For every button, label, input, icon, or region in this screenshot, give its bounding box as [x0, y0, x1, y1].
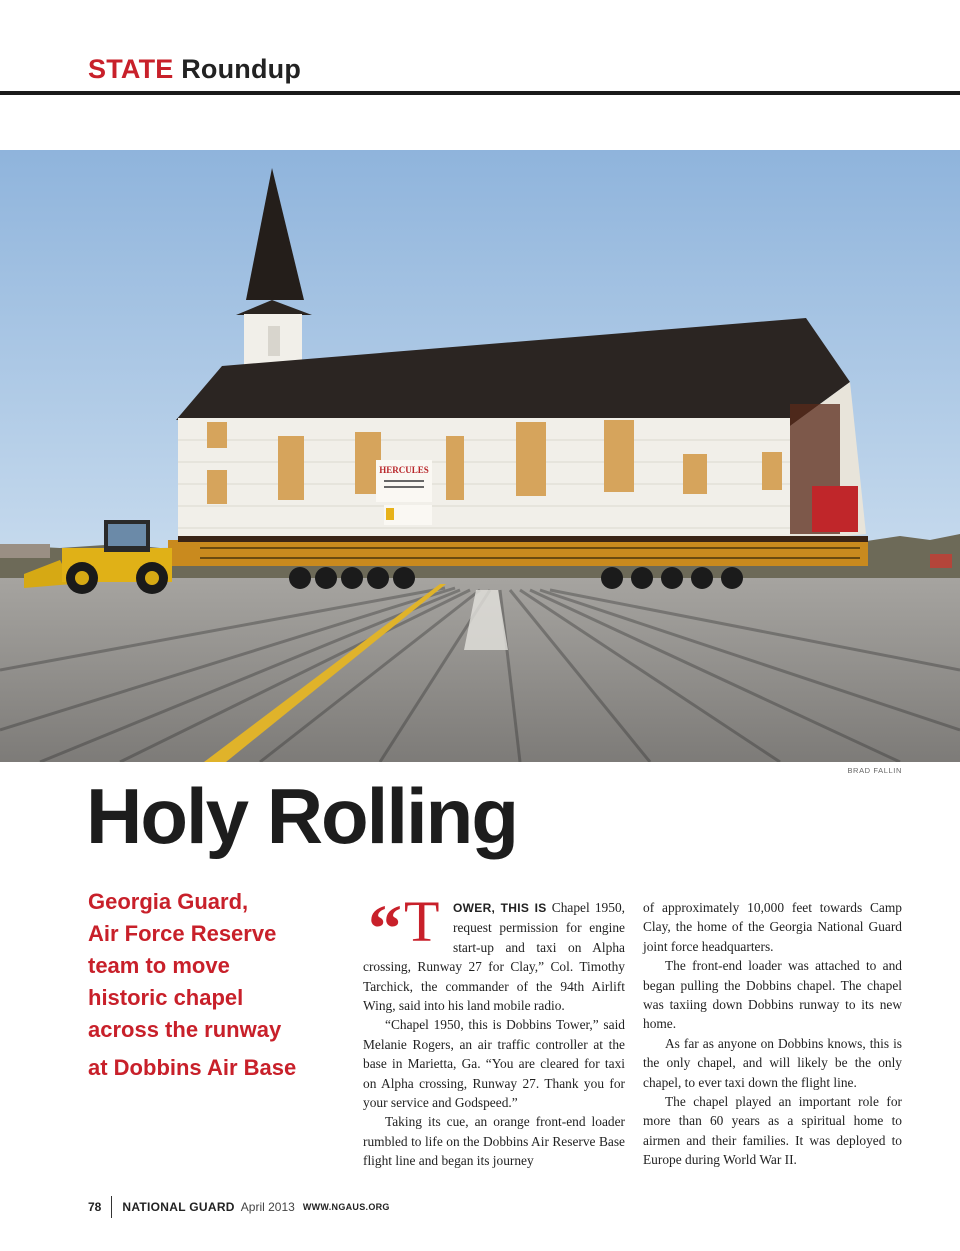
article-column-1: [363, 889, 625, 1171]
deck-line: at Dobbins Air Base: [88, 1055, 297, 1080]
deck-line: Georgia Guard,: [88, 889, 249, 914]
deck-line: historic chapel: [88, 985, 244, 1010]
deck-line: team to move: [88, 953, 230, 978]
lead-paragraph: [363, 889, 625, 1015]
body-paragraph: As far as anyone on Dobbins knows, this is the only chapel, and will likely be the only chapel, to ever taxi down the flight line.: [643, 1035, 902, 1090]
section-label-roundup: Roundup: [181, 54, 302, 84]
page-number: 78: [88, 1200, 102, 1214]
article-column-2: [643, 898, 902, 1170]
issue-date: April 2013: [240, 1200, 295, 1214]
body-paragraph: of approximately 10,000 feet towards Camp Clay, the home of the Georgia National Guard joint force headquarters.: [643, 900, 902, 954]
window-board: [207, 422, 227, 448]
chapel-photo: [0, 150, 960, 762]
lead-text: Chapel 1950, request permission for engine start-up and taxi on Alpha crossing, Runway 27 for Clay,” Col. Timothy Tarchick, the commander of the 94th Airlift Wing, said into his land mobile radio.: [363, 900, 625, 1014]
open-quote-mark: “: [368, 890, 402, 966]
hercules-sign-text: HERCULES: [379, 465, 429, 475]
magazine-name: NATIONAL GUARD: [122, 1200, 235, 1214]
article-title: Holy Rolling: [86, 772, 517, 860]
page-footer: [88, 1196, 390, 1218]
body-paragraph: “Chapel 1950, this is Dobbins Tower,” said Melanie Rogers, an air traffic controller at the base in Marietta, Ga. “You are cleared for taxi on Alpha crossing, Runway 27. Thank you for your service and Godspeed.”: [363, 1017, 625, 1111]
dropcap-block: [363, 889, 449, 966]
body-paragraph: The chapel played an important role for more than 60 years as a spiritual home to airmen and their families. It was deployed to Europe during World War II.: [643, 1094, 902, 1168]
header-rule: [0, 91, 960, 95]
lead-caps: OWER, THIS IS: [453, 901, 547, 915]
deck-line: across the runway: [88, 1017, 282, 1042]
dropcap-letter: T: [404, 889, 440, 954]
section-label-state: STATE: [88, 54, 174, 84]
article-deck: [88, 886, 348, 1084]
body-paragraph: Taking its cue, an orange front-end loader rumbled to life on the Dobbins Air Reserve Base flight line and began its journey: [363, 1114, 625, 1169]
deck-line: Air Force Reserve: [88, 921, 277, 946]
moving-trailer: [168, 540, 868, 566]
photo-credit: BRAD FALLIN: [847, 766, 902, 775]
body-paragraph: The front-end loader was attached to and began pulling the Dobbins chapel. The chapel was taxiing down Dobbins runway to its new home.: [643, 958, 902, 1032]
section-header: [88, 54, 301, 85]
website-link[interactable]: WWW.NGAUS.ORG: [302, 1202, 390, 1212]
footer-divider: [111, 1196, 112, 1218]
